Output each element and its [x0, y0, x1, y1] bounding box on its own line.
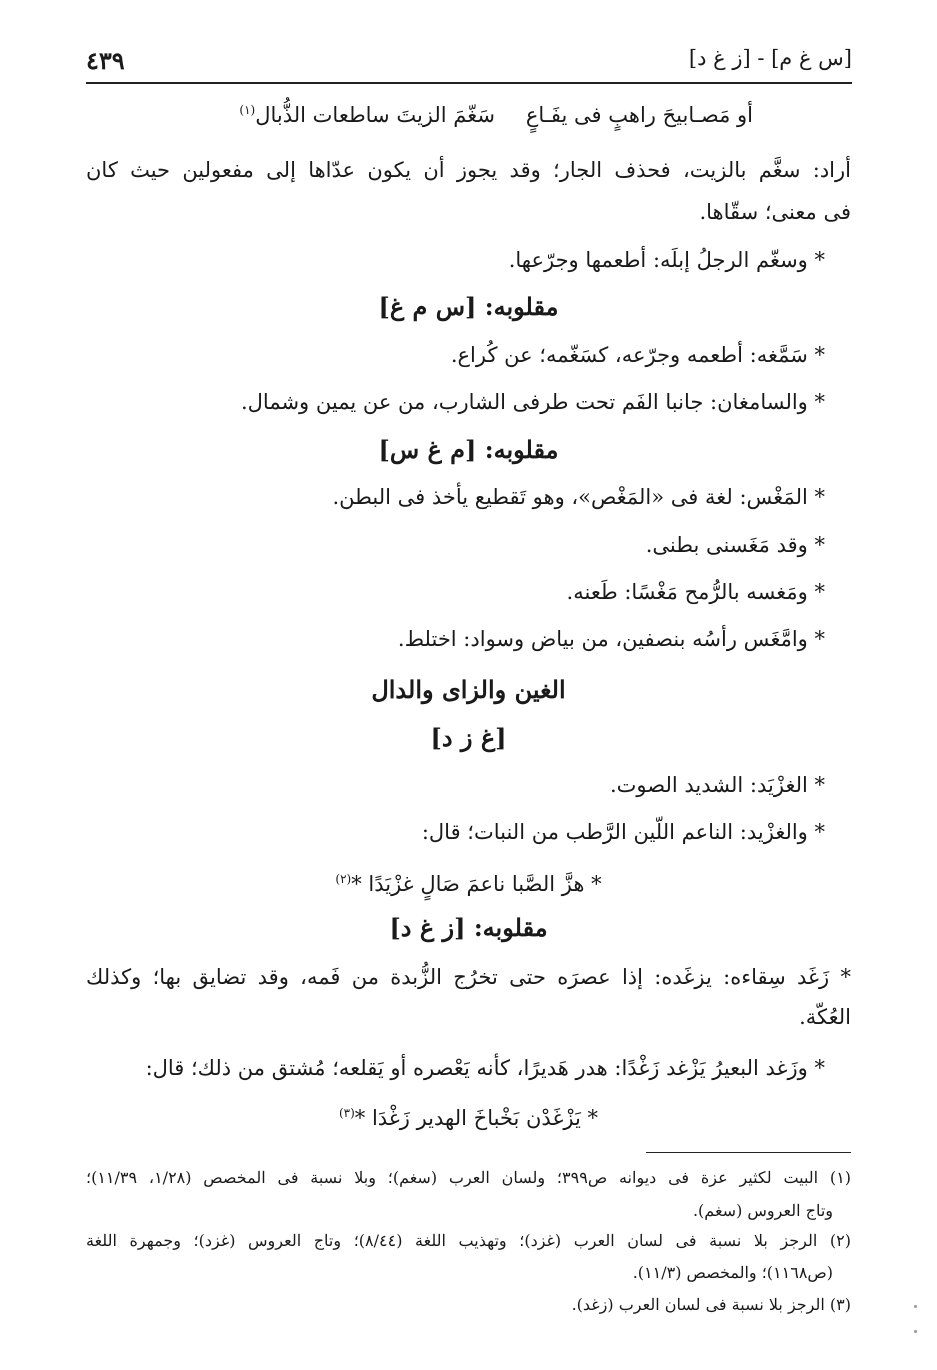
paragraph-entry: * وامَّغَس رأسُه بنصفين، من بياض وسواد: اختلط.	[397, 627, 825, 651]
footnote-divider	[646, 1152, 851, 1153]
paragraph-entry: * المَغْس: لغة فى «المَغْص»، وهو تَقطيع يأخذ فى البطن.	[332, 485, 825, 509]
footnote-ref-1: (١)	[239, 103, 256, 117]
paragraph-entry: * الغزْيَد: الشديد الصوت.	[609, 773, 825, 797]
scan-speck	[914, 1330, 917, 1333]
paragraph-line: فى معنى؛ سقّاها.	[699, 200, 851, 224]
section-heading: مقلوبه: [ز غ د]	[389, 913, 548, 942]
chapter-title: الغين والزاى والدال	[371, 675, 566, 704]
paragraph-entry: * وسغّم الرجلُ إبلَه: أطعمها وجرّعها.	[508, 248, 825, 272]
verse-1-first-hemistich: أو مَصـابيحَ راهبٍ فى يفَـاعٍ	[525, 103, 753, 127]
page-number: ٤٣٩	[86, 46, 125, 75]
paragraph-entry: * وزَغد البعيرُ يَزْغد زَغْدًا: هدر هَديرًا، كأنه يَعْصره أو يَقلعه؛ مُشتق من ذلك؛ قال:	[145, 1056, 825, 1080]
footnote-2-line: (ص١١٦٨)؛ والمخصص (١١/٣).	[632, 1263, 833, 1282]
paragraph-entry: * والغزْيد: الناعم اللّين الرَّطب من النبات؛ قال:	[421, 820, 825, 844]
section-heading: مقلوبه: [م غ س]	[378, 435, 559, 464]
running-title: [س غ م] - [ز غ د]	[688, 46, 852, 70]
verse-3: * يَزْغَدْن بَخْباخَ الهدير زَغْدَا *$^{(٣)}$	[338, 1106, 599, 1130]
paragraph-entry: * ومَغسه بالرُّمح مَغْسًا: طَعنه.	[566, 580, 825, 604]
paragraph-entry: * سَمَّغه: أطعمه وجرّعه، كسَغّمه؛ عن كُراع.	[450, 343, 825, 367]
root-heading: [غ ز د]	[430, 723, 507, 752]
scan-speck	[914, 1305, 917, 1308]
footnote-3: (٣) الرجز بلا نسبة فى لسان العرب (زغد).	[571, 1295, 851, 1314]
footnote-ref-2: (٢)	[335, 872, 352, 886]
verse-2: * هزَّ الصَّبا ناعمَ صَالٍ غزْيَدًا *$^{(٢)}$	[335, 872, 602, 896]
footnote-ref-3: (٣)	[338, 1106, 355, 1120]
page-header	[86, 40, 852, 80]
verse-1-second-hemistich: سَغّمَ الزيتَ ساطعات الذُّبال$^{(١)}$	[239, 103, 495, 127]
paragraph-line: أراد: سغَّم بالزيت، فحذف الجار؛ وقد يجوز أن يكون عدّاها إلى مفعولين حيث كان	[86, 158, 851, 182]
header-divider	[86, 82, 852, 84]
section-heading: مقلوبه: [س م غ]	[378, 292, 559, 321]
footnote-1-line: وتاج العروس (سغم).	[692, 1201, 833, 1220]
paragraph-line: العُكّة.	[799, 1005, 851, 1029]
paragraph-entry: * وقد مَغَسنى بطنى.	[645, 533, 825, 557]
footnote-2-line: (٢) الرجز بلا نسبة فى لسان العرب (غزد)؛ وتهذيب اللغة (٨/٤٤)؛ وتاج العروس (غزد)؛ وجمهرة اللغة	[86, 1231, 851, 1250]
footnote-1-line: (١) البيت لكثير عزة فى ديوانه ص٣٩٩؛ ولسان العرب (سغم)؛ وبلا نسبة فى المخصص (١/٢٨، ١١/٣٩)؛	[86, 1168, 852, 1187]
paragraph-line: * زَغَد سِقاءه: يزغَده: إذا عصرَه حتى تخرُج الزُّبدة من فَمه، وقد تضايق بها؛ وكذلك	[86, 965, 851, 989]
paragraph-entry: * والسامغان: جانبا الفَم تحت طرفى الشارب، من عن يمين وشمال.	[240, 390, 825, 414]
